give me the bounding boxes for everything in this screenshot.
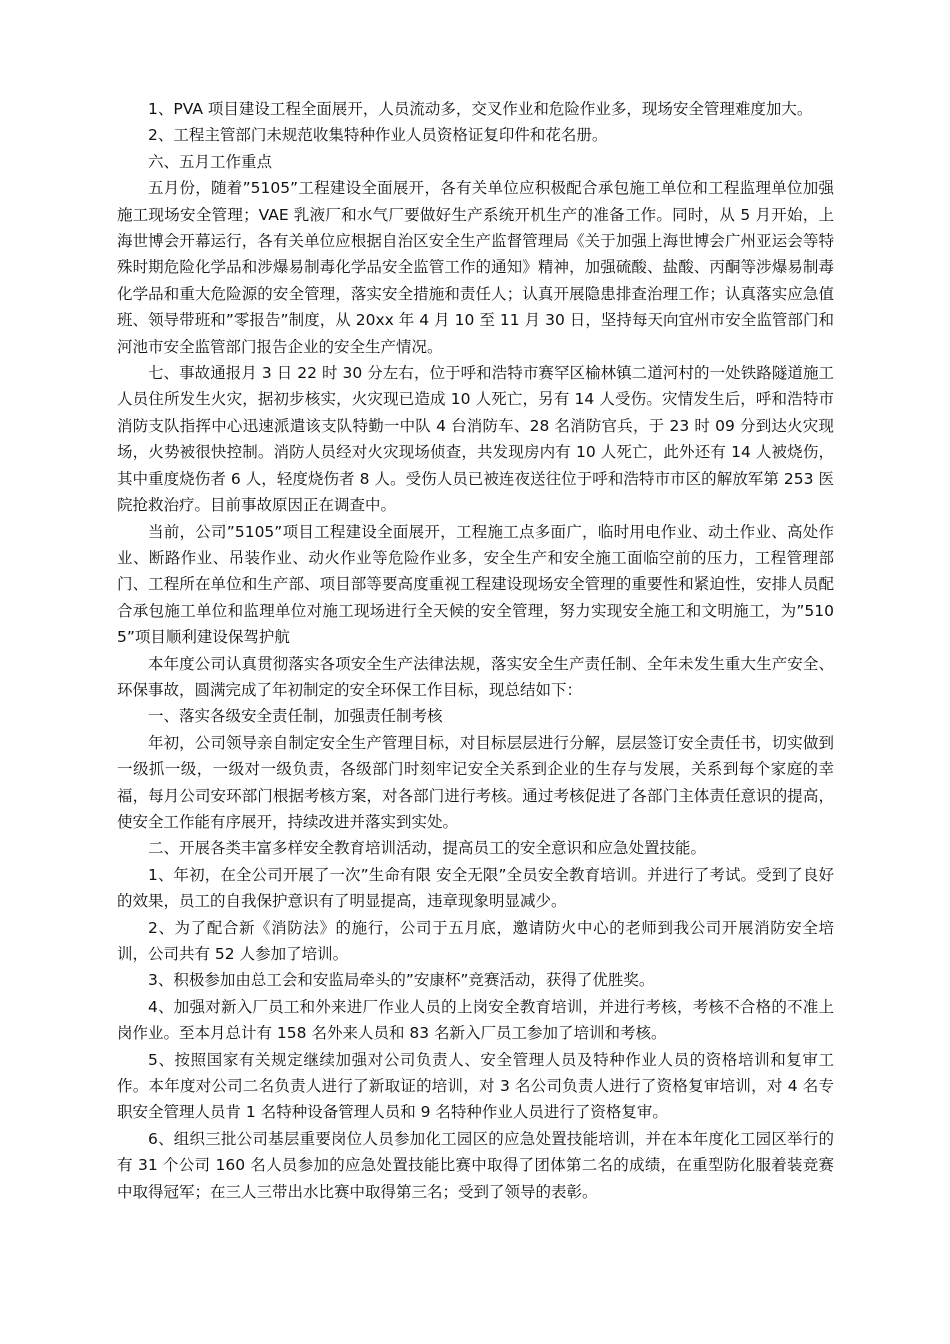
document-body [117, 96, 834, 1205]
list-item-training-3: 3、积极参加由总工会和安监局牵头的”安康杯”竞赛活动，获得了优胜奖。 [148, 971, 655, 990]
paragraph-pva-project: 1、PVA 项目建设工程全面展开，人员流动多，交叉作业和危险作业多，现场安全管理难度加大。 [148, 100, 813, 118]
paragraph-certificate-records: 2、工程主管部门未规范收集特种作业人员资格证复印件和花名册。 [148, 126, 608, 145]
paragraph-may-plan: 五月份，随着”5105”工程建设全面展开，各有关单位应积极配合承包施工单位和工程监理单位加强施工现场安全管理；VAE 乳液厂和水气厂要做好生产系统开机生产的准备工作。同时，从 5 月开始，上海世博会开幕运行，各有关单位应根据自治区安全生产监督管理局《关于加强上海世博会广州亚运会等特殊时期危险化学品和涉爆易制毒化学品安全监管工作的通知》精神，加强硫酸、盐酸、丙酮等涉爆易制毒化学品和重大危险源的安全管理，落实安全措施和责任人；认真开展隐患排查治理工作；认真落实应急值班、领导带班和”零报告”制度，从 20xx 年 4 月 10 至 11 月 30 日，坚持每天向宜州市安全监管部门和河池市安全监管部门报告企业的安全生产情况。 [117, 179, 834, 356]
list-item-training-1: 1、年初，在全公司开展了一次”生命有限 安全无限”全员安全教育培训。并进行了考试。受到了良好的效果，员工的自我保护意识有了明显提高，违章现象明显减少。 [117, 865, 834, 911]
list-item-training-2: 2、为了配合新《消防法》的施行，公司于五月底，邀请防火中心的老师到我公司开展消防安全培训，公司共有 52 人参加了培训。 [117, 918, 834, 963]
list-item-training-4: 4、加强对新入厂员工和外来进厂作业人员的上岗安全教育培训，并进行考核，考核不合格的不准上岗作业。至本月总计有 158 名外来人员和 83 名新入厂员工参加了培训和考核。 [117, 997, 834, 1043]
list-item-training-6: 6、组织三批公司基层重要岗位人员参加化工园区的应急处置技能培训，并在本年度化工园区举行的有 31 个公司 160 名人员参加的应急处置技能比赛中取得了团体第二名的成绩，在重型防化服着装竞赛中取得冠军；在三人三带出水比赛中取得第三名；受到了领导的表彰。 [117, 1129, 834, 1201]
heading-responsibility: 一、落实各级安全责任制，加强责任制考核 [148, 707, 443, 726]
paragraph-accident-report: 七、事故通报月 3 日 22 时 30 分左右，位于呼和浩特市赛罕区榆林镇二道河村的一处铁路隧道施工人员住所发生火灾，据初步核实，火灾现已造成 10 人死亡，另有 14 人受伤。灾情发生后，呼和浩特市消防支队指挥中心迅速派遣该支队特勤一中队 4 台消防车、28 名消防官兵，于 23 时 09 分到达火灾现场，火势被很快控制。消防人员经对火灾现场侦查，共发现房内有 10 人死亡，此外还有 14 人被烧伤，其中重度烧伤者 6 人，轻度烧伤者 8 人。受伤人员已被连夜送往位于呼和浩特市市区的解放军第 253 医院抢救治疗。目前事故原因正在调查中。 [117, 364, 834, 515]
heading-may-focus: 六、五月工作重点 [148, 152, 273, 171]
paragraph-responsibility: 年初，公司领导亲自制定安全生产管理目标，对目标层层进行分解，层层签订安全责任书，切实做到一级抓一级，一级对一级负责，各级部门时刻牢记安全关系到企业的生存与发展，关系到每个家庭的幸福，每月公司安环部门根据考核方案，对各部门进行考核。通过考核促进了各部门主体责任意识的提高，使安全工作能有序展开，持续改进并落实到实处。 [117, 733, 834, 831]
paragraph-current-situation: 当前，公司”5105”项目工程建设全面展开，工程施工点多面广，临时用电作业、动土作业、高处作业、断路作业、吊装作业、动火作业等危险作业多，安全生产和安全施工面临空前的压力，工程管理部门、工程所在单位和生产部、项目部等要高度重视工程建设现场安全管理的重要性和紧迫性，安排人员配合承包施工单位和监理单位对施工现场进行全天候的安全管理，努力实现安全施工和文明施工，为”5105”项目顺利建设保驾护航 [117, 522, 834, 647]
heading-training: 二、开展各类丰富多样安全教育培训活动，提高员工的安全意识和应急处置技能。 [148, 839, 707, 858]
paragraph-annual-summary: 本年度公司认真贯彻落实各项安全生产法律法规，落实安全生产责任制、全年未发生重大生产安全、环保事故，圆满完成了年初制定的安全环保工作目标，现总结如下： [117, 654, 834, 699]
list-item-training-5: 5、按照国家有关规定继续加强对公司负责人、安全管理人员及特种作业人员的资格培训和复审工作。本年度对公司二名负责人进行了新取证的培训，对 3 名公司负责人进行了资格复审培训，对 4 名专职安全管理人员肯 1 名特种设备管理人员和 9 名特种作业人员进行了资格复审。 [117, 1050, 834, 1122]
